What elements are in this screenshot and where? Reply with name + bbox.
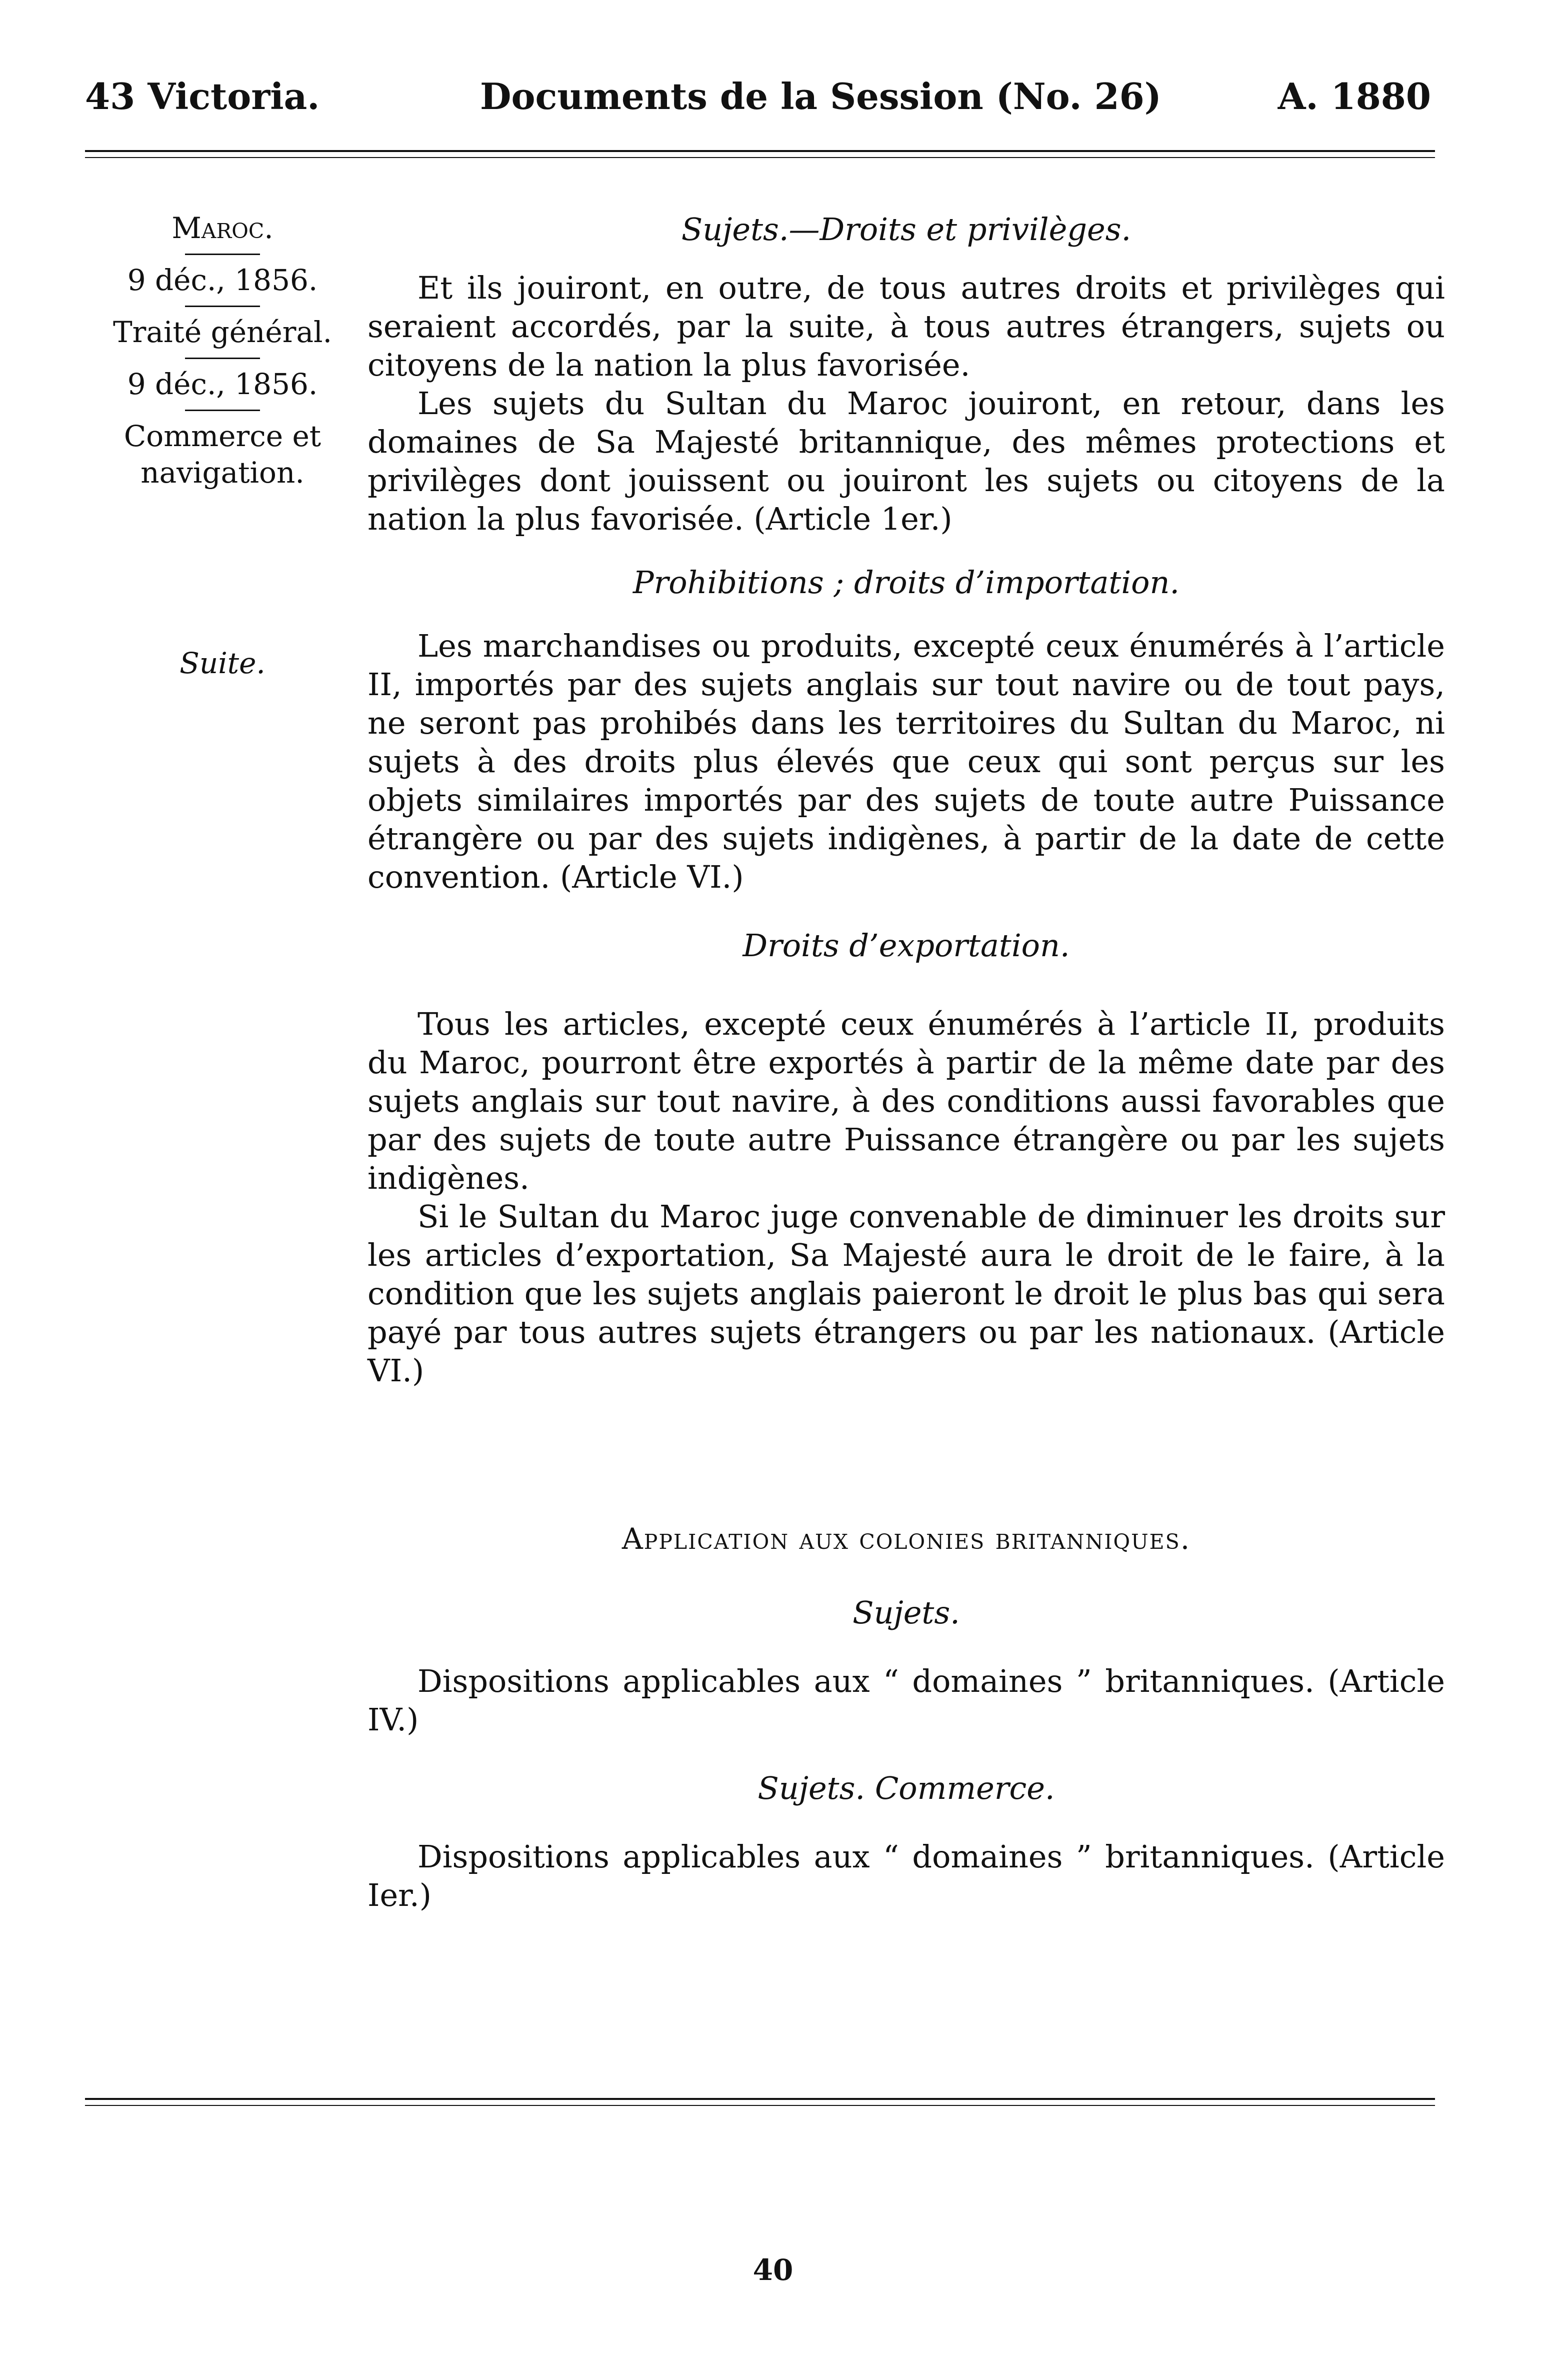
heading-sujets: Sujets. xyxy=(852,1594,960,1631)
footer-rule-bottom xyxy=(85,2105,1435,2106)
header-year: A. 1880 xyxy=(1278,75,1431,118)
paragraph-prohibitions: Les marchandises ou produits, excepté ceux énumérés à l’article II, importés par des sujets anglais sur tout navire ou de tout pays, ne seront pas prohibés dans les territoires du Sultan du Maroc, ni sujets à des droits plus élevés que ceux qui sont perçus sur les objets similaires importés par des sujets de toute autre Puissance étrangère ou par des sujets indigènes, à partir de la date de cette convention. (Article VI.) xyxy=(368,628,1445,895)
paragraph-droits-sultan: Si le Sultan du Maroc juge convenable de diminuer les droits sur les articles d’exportation, Sa Majesté aura le droit de le faire, à la condition que les sujets anglais paieront le droit le plus bas qui sera payé par tous autres sujets étrangers ou par les nationaux. (Article VI.) xyxy=(368,1198,1445,1389)
margin-date-1: 9 déc., 1856. xyxy=(127,263,318,297)
header-rule-top xyxy=(85,150,1435,152)
heading-prohibitions: Prohibitions ; droits d’importation. xyxy=(632,564,1180,601)
margin-treaty-type-1: Traité général. xyxy=(112,315,332,349)
header-volume: 43 Victoria. xyxy=(85,75,320,118)
footer-rule-top xyxy=(85,2098,1435,2100)
header-title: Documents de la Session (No. 26) xyxy=(480,75,1162,118)
margin-divider xyxy=(185,306,260,307)
margin-country: Maroc. xyxy=(172,211,274,245)
header-rule-bottom xyxy=(85,157,1435,158)
margin-treaty-type-2: Commerce et navigation. xyxy=(124,419,322,490)
margin-notes-top xyxy=(88,210,358,491)
heading-droits-privileges: Sujets.—Droits et privilèges. xyxy=(681,211,1132,248)
section-title-colonies: Application aux colonies britanniques. xyxy=(622,1522,1191,1556)
paragraph-dispositions-1: Dispositions applicables aux “ domaines ” britanniques. (Article IV.) xyxy=(368,1663,1445,1738)
margin-divider xyxy=(185,254,260,255)
page-number: 40 xyxy=(752,2253,794,2287)
paragraph-exportation: Tous les articles, excepté ceux énumérés à l’article II, produits du Maroc, pourront être exportés à partir de la même date par des sujets anglais sur tout navire, à des conditions aussi favorables que par des sujets de toute autre Puissance étrangère ou par les sujets indigènes. xyxy=(368,1006,1445,1196)
margin-divider xyxy=(185,410,260,411)
paragraph-droits-privileges: Et ils jouiront, en outre, de tous autres droits et privilèges qui seraient accordés, par la suite, à tous autres étrangers, sujets ou citoyens de la nation la plus favorisée. xyxy=(368,270,1445,383)
margin-suite: Suite. xyxy=(180,646,266,680)
main-text xyxy=(368,210,1445,1914)
heading-exportation: Droits d’exportation. xyxy=(742,927,1070,964)
paragraph-dispositions-2: Dispositions applicables aux “ domaines ” britanniques. (Article Ier.) xyxy=(368,1838,1445,1913)
heading-sujets-commerce: Sujets. Commerce. xyxy=(758,1770,1055,1806)
margin-divider xyxy=(185,358,260,359)
margin-date-2: 9 déc., 1856. xyxy=(127,367,318,401)
paragraph-sujets-sultan: Les sujets du Sultan du Maroc jouiront, en retour, dans les domaines de Sa Majesté britannique, des mêmes protections et privilèges dont jouissent ou jouiront les sujets ou citoyens de la nation la plus favorisée. (Article 1er.) xyxy=(368,385,1445,537)
